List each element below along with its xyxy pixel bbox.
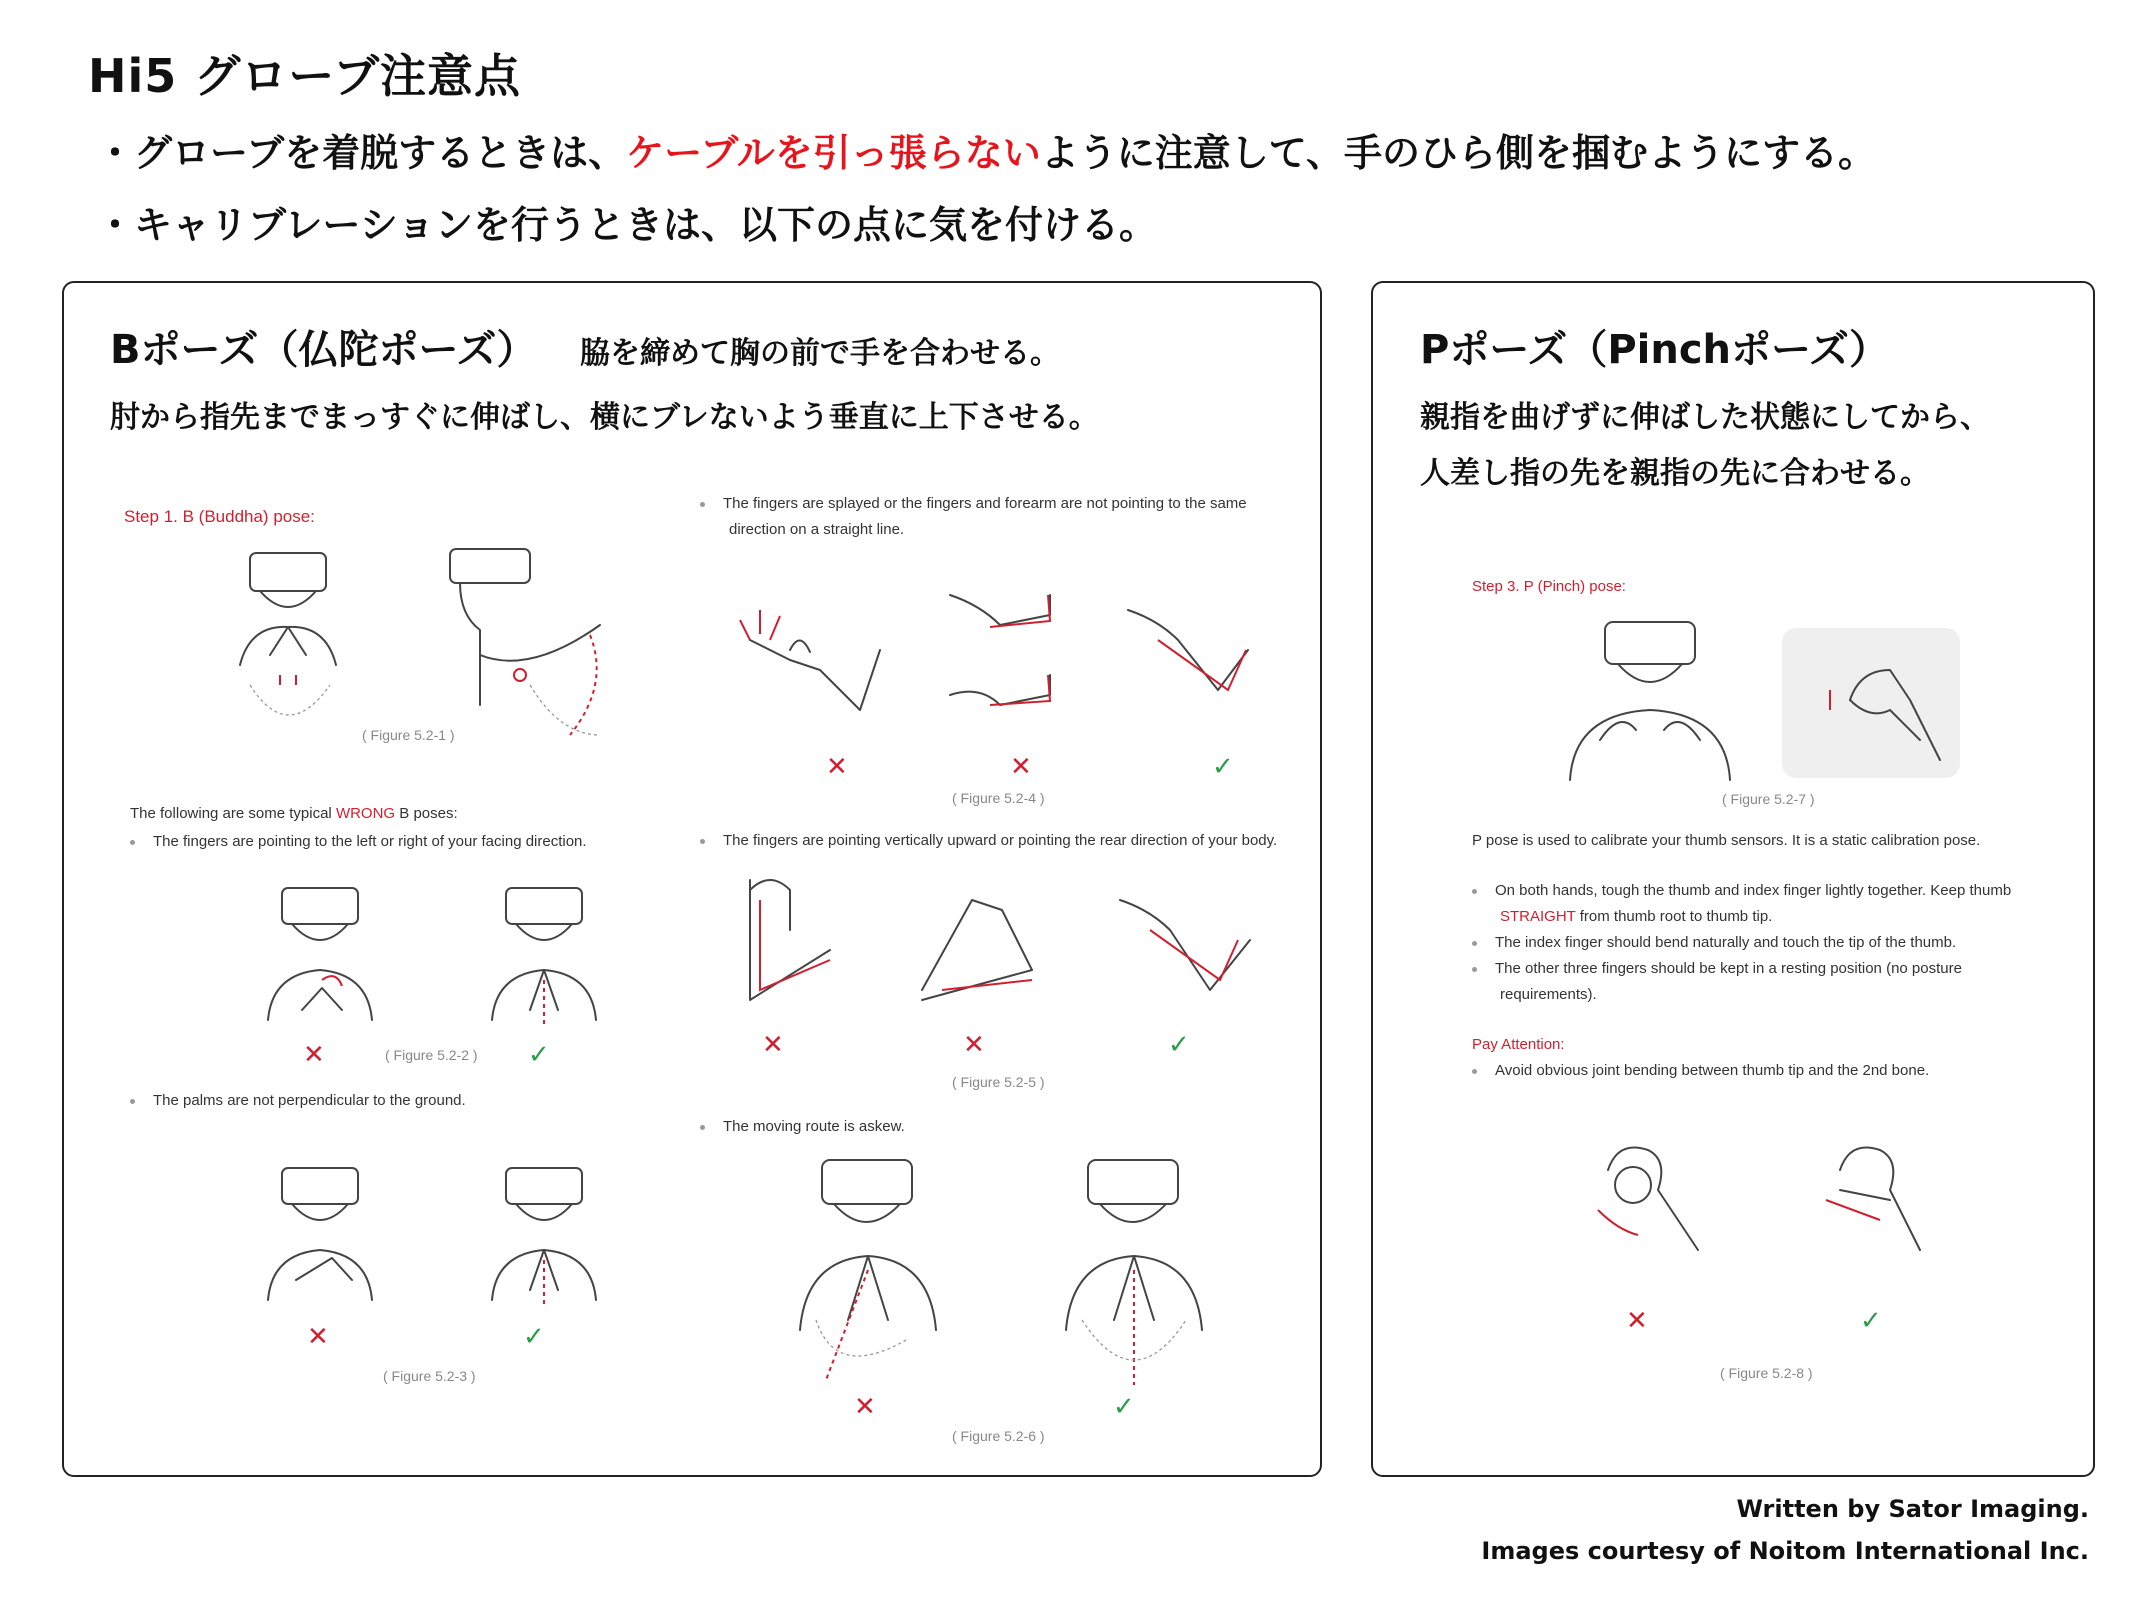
figure-5-2-4-caption: ( Figure 5.2-4 )	[952, 790, 1045, 806]
bullet-dot	[1472, 941, 1477, 946]
vertical-upward-wrong-figure	[730, 870, 850, 1020]
wrong-item-splayed	[700, 495, 1247, 512]
p-pose-bullet-text: The other three fingers should be kept in a resting position (no posture	[1495, 960, 1962, 977]
wrong-intro-prefix: The following are some typical	[130, 805, 336, 822]
palms-wrong-figure	[262, 1150, 382, 1310]
figure-5-2-1-caption: ( Figure 5.2-1 )	[362, 727, 455, 743]
wrong-item-palms	[130, 1092, 466, 1109]
wrong-mark: ✕	[303, 1040, 325, 1070]
wrong-item-text: The fingers are pointing vertically upward or pointing the rear direction of your body.	[723, 832, 1278, 849]
b-pose-heading-note: 脇を締めて胸の前で手を合わせる。	[580, 336, 1060, 371]
step3-label: Step 3. P (Pinch) pose:	[1472, 578, 1626, 595]
wrong-item-splayed-cont: direction on a straight line.	[729, 521, 905, 538]
page-title: Hi5 グローブ注意点	[88, 49, 521, 103]
wrong-mark: ✕	[762, 1030, 784, 1060]
p-pose-instruction-1: 親指を曲げずに伸ばした状態にしてから、	[1420, 400, 1990, 435]
bullet-dot	[130, 840, 135, 845]
wrong-mark: ✕	[1010, 752, 1032, 782]
wrong-mark: ✕	[854, 1392, 876, 1422]
figure-5-2-7-caption: ( Figure 5.2-7 )	[1722, 791, 1815, 807]
b-pose-figure-front	[230, 535, 410, 755]
wrong-item-facing-direction	[130, 833, 587, 850]
b-pose-heading: Bポーズ（仏陀ポーズ）	[110, 327, 537, 373]
credit-author: Written by Sator Imaging.	[1736, 1495, 2089, 1523]
askew-route-wrong-figure	[796, 1140, 946, 1390]
glove-note-prefix: ・グローブを着脱するときは、	[96, 131, 627, 175]
right-mark: ✓	[1212, 752, 1234, 782]
p-pose-instruction-2: 人差し指の先を親指の先に合わせる。	[1420, 456, 1930, 491]
wrong-intro-suffix: B poses:	[395, 805, 458, 822]
facing-direction-wrong-figure	[262, 870, 382, 1030]
p-pose-figure-front	[1560, 610, 1740, 790]
p-pose-bullet-text: On both hands, tough the thumb and index finger lightly together. Keep thumb	[1495, 882, 2012, 899]
wrong-item-text: The fingers are splayed or the fingers and forearm are not pointing to the same	[723, 495, 1247, 512]
bullet-dot	[700, 502, 705, 507]
bullet-dot	[700, 839, 705, 844]
right-mark: ✓	[1168, 1030, 1190, 1060]
glove-removal-note	[96, 122, 1876, 177]
straight-keyword: STRAIGHT	[1500, 908, 1576, 925]
bullet-dot	[1472, 967, 1477, 972]
wrong-item-askew	[700, 1118, 905, 1135]
wrong-item-text: The palms are not perpendicular to the ground.	[153, 1092, 466, 1109]
wrong-item-text: The fingers are pointing to the left or right of your facing direction.	[153, 833, 587, 850]
vertical-right-figure	[1110, 880, 1260, 1010]
p-pose-bullet-3	[1472, 960, 1962, 977]
splayed-fingers-wrong-figure	[730, 590, 890, 730]
b-pose-figure-side	[440, 535, 630, 755]
p-pose-bullet-text: from thumb root to thumb tip.	[1575, 908, 1773, 925]
bullet-dot	[1472, 889, 1477, 894]
p-pose-bullet-1-cont	[1500, 908, 1772, 925]
bent-forearm-wrong-figure	[940, 585, 1070, 735]
bullet-dot	[130, 1099, 135, 1104]
palms-right-figure	[486, 1150, 606, 1310]
facing-direction-right-figure	[486, 870, 606, 1030]
p-pose-description: P pose is used to calibrate your thumb sensors. It is a static calibration pose.	[1472, 832, 1981, 849]
p-pose-bullet-text: The index finger should bend naturally and touch the tip of the thumb.	[1495, 934, 1957, 951]
wrong-item-vertical	[700, 832, 1277, 849]
bullet-dot	[700, 1125, 705, 1130]
wrong-mark: ✕	[307, 1322, 329, 1352]
askew-route-right-figure	[1062, 1140, 1212, 1390]
wrong-mark: ✕	[826, 752, 848, 782]
step1-label: Step 1. B (Buddha) pose:	[124, 507, 315, 526]
straight-forearm-right-figure	[1118, 590, 1258, 730]
p-pose-closeup-figure	[1800, 640, 1950, 770]
glove-note-suffix: ように注意して、手のひら側を掴むようにする。	[1040, 131, 1876, 175]
p-pose-bullet-3-cont: requirements).	[1500, 986, 1597, 1003]
figure-5-2-6-caption: ( Figure 5.2-6 )	[952, 1428, 1045, 1444]
p-pose-bullet-text: Avoid obvious joint bending between thumb tip and the 2nd bone.	[1495, 1062, 1930, 1079]
figure-5-2-3-caption: ( Figure 5.2-3 )	[383, 1368, 476, 1384]
wrong-item-text: The moving route is askew.	[723, 1118, 905, 1135]
wrong-poses-intro	[130, 805, 458, 822]
thumb-bent-wrong-figure	[1588, 1130, 1718, 1260]
p-pose-bullet-2	[1472, 934, 1956, 951]
wrong-keyword: WRONG	[335, 805, 396, 822]
calibration-note: ・キャリブレーションを行うときは、以下の点に気を付ける。	[96, 203, 1157, 247]
thumb-straight-right-figure	[1820, 1130, 1950, 1260]
bullet-dot	[1472, 1069, 1477, 1074]
wrong-mark: ✕	[963, 1030, 985, 1060]
figure-5-2-2-caption: ( Figure 5.2-2 )	[385, 1047, 478, 1063]
credit-images: Images courtesy of Noitom International Inc.	[1481, 1537, 2089, 1565]
p-pose-bullet-1	[1472, 882, 2011, 899]
right-mark: ✓	[528, 1040, 550, 1070]
p-pose-heading: Pポーズ（Pinchポーズ）	[1420, 327, 1890, 373]
right-mark: ✓	[523, 1322, 545, 1352]
right-mark: ✓	[1113, 1392, 1135, 1422]
p-pose-bullet-4	[1472, 1062, 1929, 1079]
right-mark: ✓	[1860, 1306, 1882, 1336]
pay-attention-label: Pay Attention:	[1472, 1036, 1565, 1053]
wrong-mark: ✕	[1626, 1306, 1648, 1336]
cable-warning-highlight: ケーブルを引っ張らない	[626, 131, 1041, 175]
figure-5-2-8-caption: ( Figure 5.2-8 )	[1720, 1365, 1813, 1381]
b-pose-instruction: 肘から指先までまっすぐに伸ばし、横にブレないよう垂直に上下させる。	[110, 400, 1099, 435]
figure-5-2-5-caption: ( Figure 5.2-5 )	[952, 1074, 1045, 1090]
rear-direction-wrong-figure	[912, 880, 1042, 1010]
